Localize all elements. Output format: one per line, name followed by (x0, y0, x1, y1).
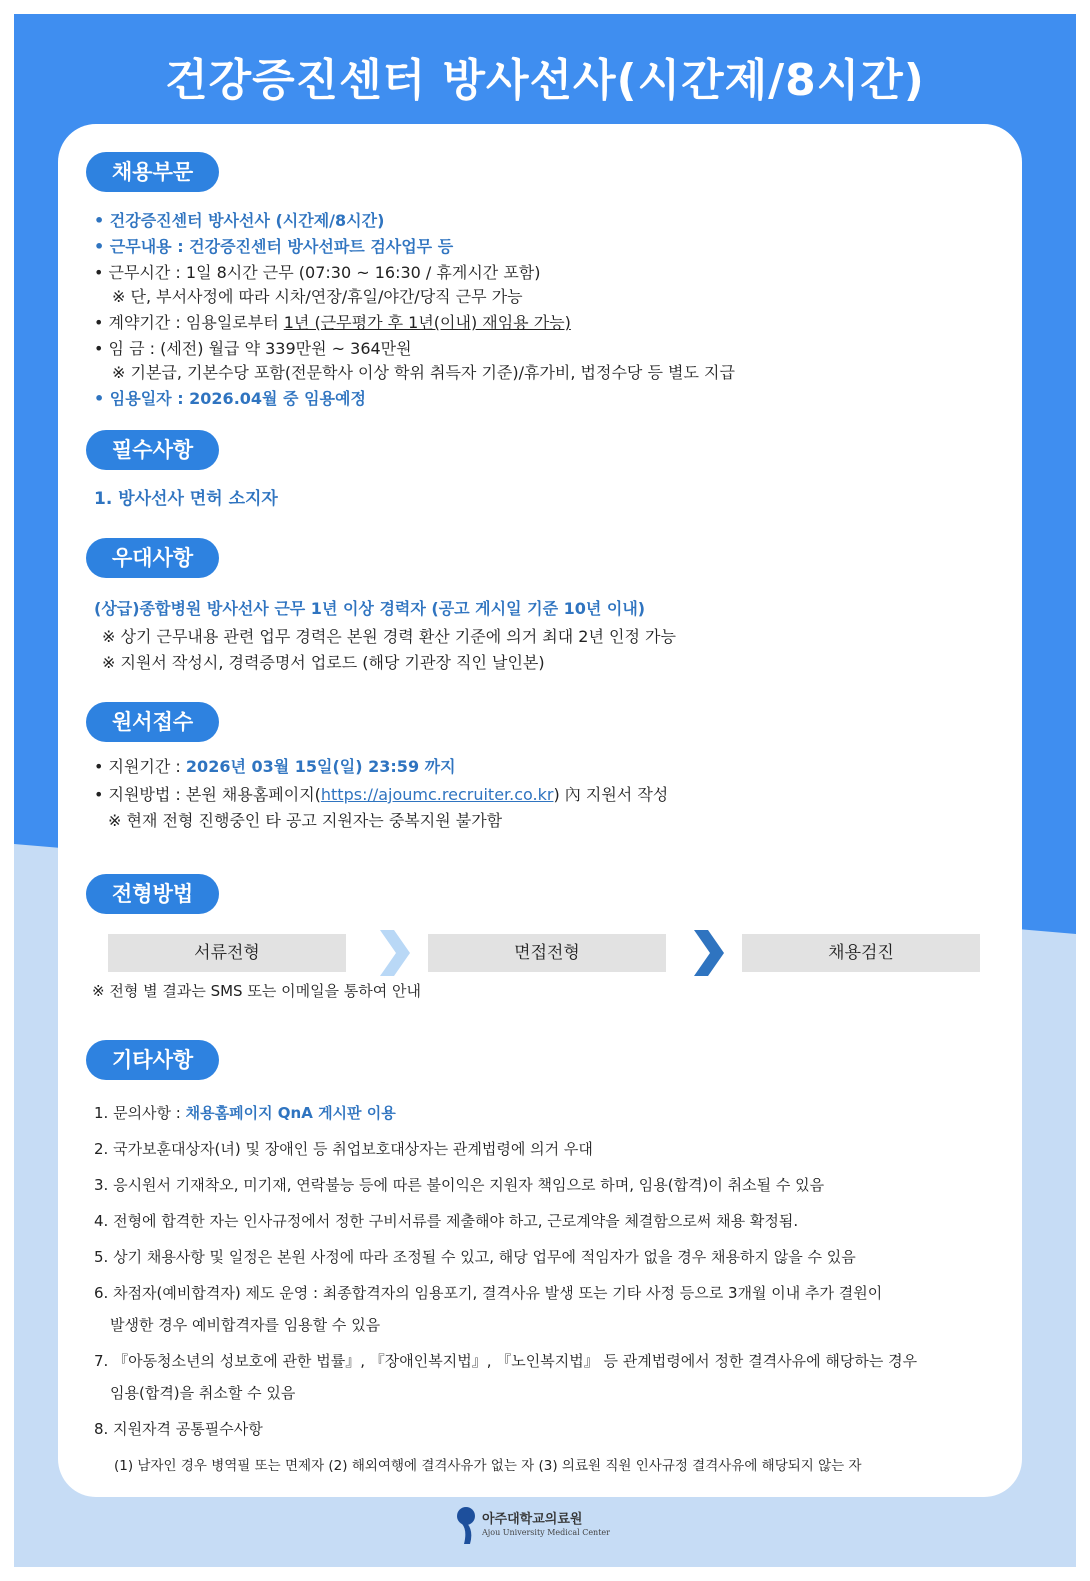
required-item-1: 1. 방사선사 면허 소지자 (94, 489, 278, 509)
apply-method (94, 782, 668, 805)
other-item-2: 2. 국가보훈대상자(녀) 및 장애인 등 취업보호대상자는 관계법령에 의거 우대 (94, 1140, 593, 1158)
apply-method-label: • 지원방법 : 본원 채용홈페이지( (94, 785, 321, 804)
recruitment-poster (14, 14, 1076, 1567)
footer-org-name: 아주대학교의료원 (482, 1512, 583, 1527)
recruit-salary: • 임 금 : (세전) 월급 약 339만원 ~ 364만원 (94, 339, 412, 358)
preferred-note-2: ※ 지원서 작성시, 경력증명서 업로드 (해당 기관장 직인 날인본) (102, 653, 545, 672)
other-item-1-label: 1. 문의사항 : (94, 1104, 186, 1122)
poster-title: 건강증진센터 방사선사(시간제/8시간) (165, 55, 925, 106)
preferred-item: (상급)종합병원 방사선사 근무 1년 이상 경력자 (공고 게시일 기준 10년 이내) (94, 599, 646, 618)
other-item-6: 6. 차점자(예비합격자) 제도 운영 : 최종합격자의 임용포기, 결격사유 발생 또는 기타 사정 등으로 3개월 이내 추가 결원이 (94, 1284, 883, 1302)
other-item-4: 4. 전형에 합격한 자는 인사규정에서 정한 구비서류를 제출해야 하고, 근로계약을 체결함으로써 채용 확정됨. (94, 1212, 799, 1230)
process-note: ※ 전형 별 결과는 SMS 또는 이메일을 통하여 안내 (92, 982, 422, 1000)
section-heading-process: 전형방법 (86, 874, 219, 914)
apply-method-suffix: ) 內 지원서 작성 (553, 785, 669, 804)
other-item-1-value: 채용홈페이지 QnA 게시판 이용 (185, 1104, 396, 1122)
chevron-right-icon (376, 928, 412, 978)
section-heading-apply: 원서접수 (86, 702, 219, 742)
section-heading-recruit: 채용부문 (86, 152, 219, 192)
recruit-start-date: • 임용일자 : 2026.04월 중 임용예정 (94, 389, 366, 408)
ajou-logo-icon (456, 1506, 476, 1546)
preferred-note-1: ※ 상기 근무내용 관련 업무 경력은 본원 경력 환산 기준에 의거 최대 2년 인정 가능 (102, 627, 676, 646)
section-heading-preferred: 우대사항 (86, 538, 219, 578)
section-heading-other: 기타사항 (86, 1040, 219, 1080)
other-item-1 (94, 1102, 396, 1123)
process-step-3: 채용검진 (742, 934, 980, 972)
apply-note: ※ 현재 전형 진행중인 타 공고 지원자는 중복지원 불가함 (108, 811, 503, 830)
other-item-8: 8. 지원자격 공통필수사항 (94, 1420, 263, 1438)
apply-period (94, 754, 456, 777)
content-card (58, 124, 1022, 1497)
process-step-2: 면접전형 (428, 934, 666, 972)
other-item-6-cont: 발생한 경우 예비합격자를 임용할 수 있음 (110, 1316, 381, 1334)
recruit-contract-term: 1년 (근무평가 후 1년(이내) 재임용 가능) (283, 313, 571, 332)
section-heading-required: 필수사항 (86, 430, 219, 470)
recruit-duty: • 근무내용 : 건강증진센터 방사선파트 검사업무 등 (94, 237, 454, 256)
recruit-contract (94, 310, 571, 333)
recruit-contract-label: • 계약기간 : 임용일로부터 (94, 313, 284, 332)
other-item-7: 7. 『아동청소년의 성보호에 관한 법률』, 『장애인복지법』, 『노인복지법』 등 관계법령에서 정한 결격사유에 해당하는 경우 (94, 1352, 918, 1370)
footer-org-sub: Ajou University Medical Center (482, 1528, 610, 1537)
footer-logo (456, 1502, 656, 1552)
other-item-5: 5. 상기 채용사항 및 일정은 본원 사정에 따라 조정될 수 있고, 해당 업무에 적임자가 없을 경우 채용하지 않을 수 있음 (94, 1248, 856, 1266)
recruit-hours: • 근무시간 : 1일 8시간 근무 (07:30 ~ 16:30 / 휴게시간 포함) (94, 263, 541, 282)
chevron-right-icon (690, 928, 726, 978)
apply-homepage-link[interactable]: https://ajoumc.recruiter.co.kr (320, 785, 554, 804)
process-step-1: 서류전형 (108, 934, 346, 972)
other-item-8-detail: (1) 남자인 경우 병역필 또는 면제자 (2) 해외여행에 결격사유가 없는 자 (3) 의료원 직원 인사규정 결격사유에 해당되지 않는 자 (114, 1458, 862, 1474)
recruit-position: • 건강증진센터 방사선사 (시간제/8시간) (94, 211, 385, 230)
other-item-7-cont: 임용(합격)을 취소할 수 있음 (110, 1384, 296, 1402)
apply-period-deadline: 2026년 03월 15일(일) 23:59 까지 (185, 757, 456, 776)
recruit-salary-note: ※ 기본급, 기본수당 포함(전문학사 이상 학위 취득자 기준)/휴가비, 법정수당 등 별도 지급 (112, 363, 735, 382)
apply-period-label: • 지원기간 : (94, 757, 186, 776)
other-item-3: 3. 응시원서 기재착오, 미기재, 연락불능 등에 따른 불이익은 지원자 책임으로 하며, 임용(합격)이 취소될 수 있음 (94, 1176, 825, 1194)
recruit-hours-note: ※ 단, 부서사정에 따라 시차/연장/휴일/야간/당직 근무 가능 (112, 287, 523, 306)
